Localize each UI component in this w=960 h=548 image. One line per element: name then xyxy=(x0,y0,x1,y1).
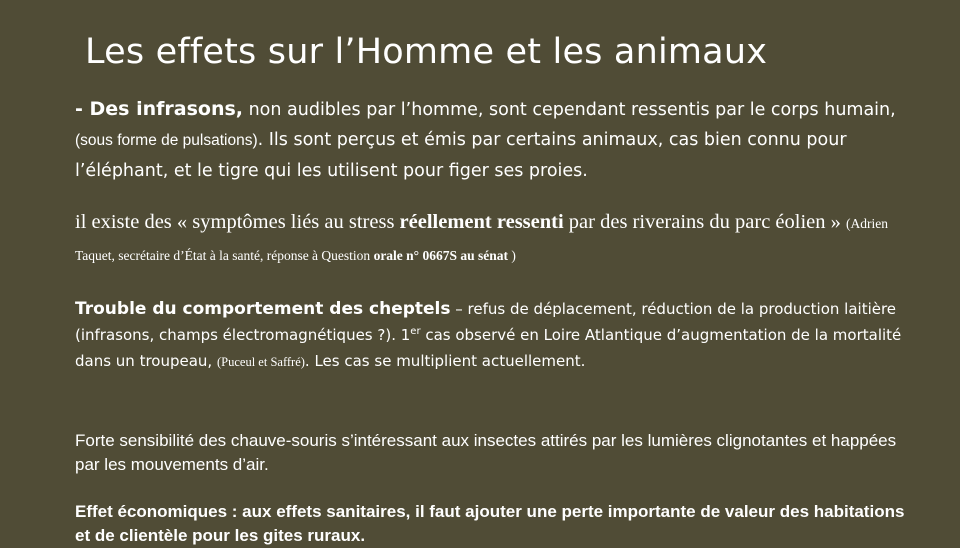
quote-text-2: par des riverains du parc éolien » xyxy=(563,211,847,233)
quote-citation: (Adrien Taquet, secrétaire d’État à la santé, réponse à Question xyxy=(75,216,888,263)
infrasound-paragraph xyxy=(75,94,920,186)
infrasound-lead: - Des infrasons, xyxy=(75,98,243,120)
infrasound-text-2: . Ils sont perçus et émis par certains animaux, cas bien connu pour l’éléphant, et le tigre qui les utilisent pour figer ses proies. xyxy=(75,130,847,181)
infrasound-text-1: non audibles par l’homme, sont cependant ressentis par le corps humain, xyxy=(243,100,896,120)
quote-citation-bold: orale n° 0667S au sénat xyxy=(373,248,508,263)
infrasound-note: (sous forme de pulsations) xyxy=(75,132,258,149)
quote-bold: réellement ressenti xyxy=(399,211,564,233)
economic-paragraph: Effet économiques : aux effets sanitaires, il faut ajouter une perte importante de valeur des habitations et de clientèle pour les gites ruraux. xyxy=(75,502,905,545)
bats-paragraph: Forte sensibilité des chauve-souris s’intéressant aux insectes attirés par les lumières clignotantes et happées par les mouvements d’air. xyxy=(75,431,897,474)
livestock-text-3: . Les cas se multiplient actuellement. xyxy=(304,352,586,370)
livestock-paragraph xyxy=(75,296,920,375)
livestock-text-2: cas observé en Loire Atlantique d’augmentation de la mortalité dans un troupeau, xyxy=(75,326,902,370)
quote-text-1: il existe des « symptômes liés au stress xyxy=(75,211,400,233)
livestock-text-1: – refus de déplacement, réduction de la production laitière (infrasons, champs électromagnétiques ?). 1 xyxy=(75,300,897,344)
livestock-superscript: er xyxy=(410,326,421,337)
livestock-place: (Puceul et Saffré) xyxy=(216,355,305,369)
quote-citation-end: ) xyxy=(507,248,516,263)
stress-quote-paragraph xyxy=(75,207,920,271)
livestock-lead: Trouble du comportement des cheptels xyxy=(75,299,451,319)
slide-title: Les effets sur l’Homme et les animaux xyxy=(85,32,768,72)
